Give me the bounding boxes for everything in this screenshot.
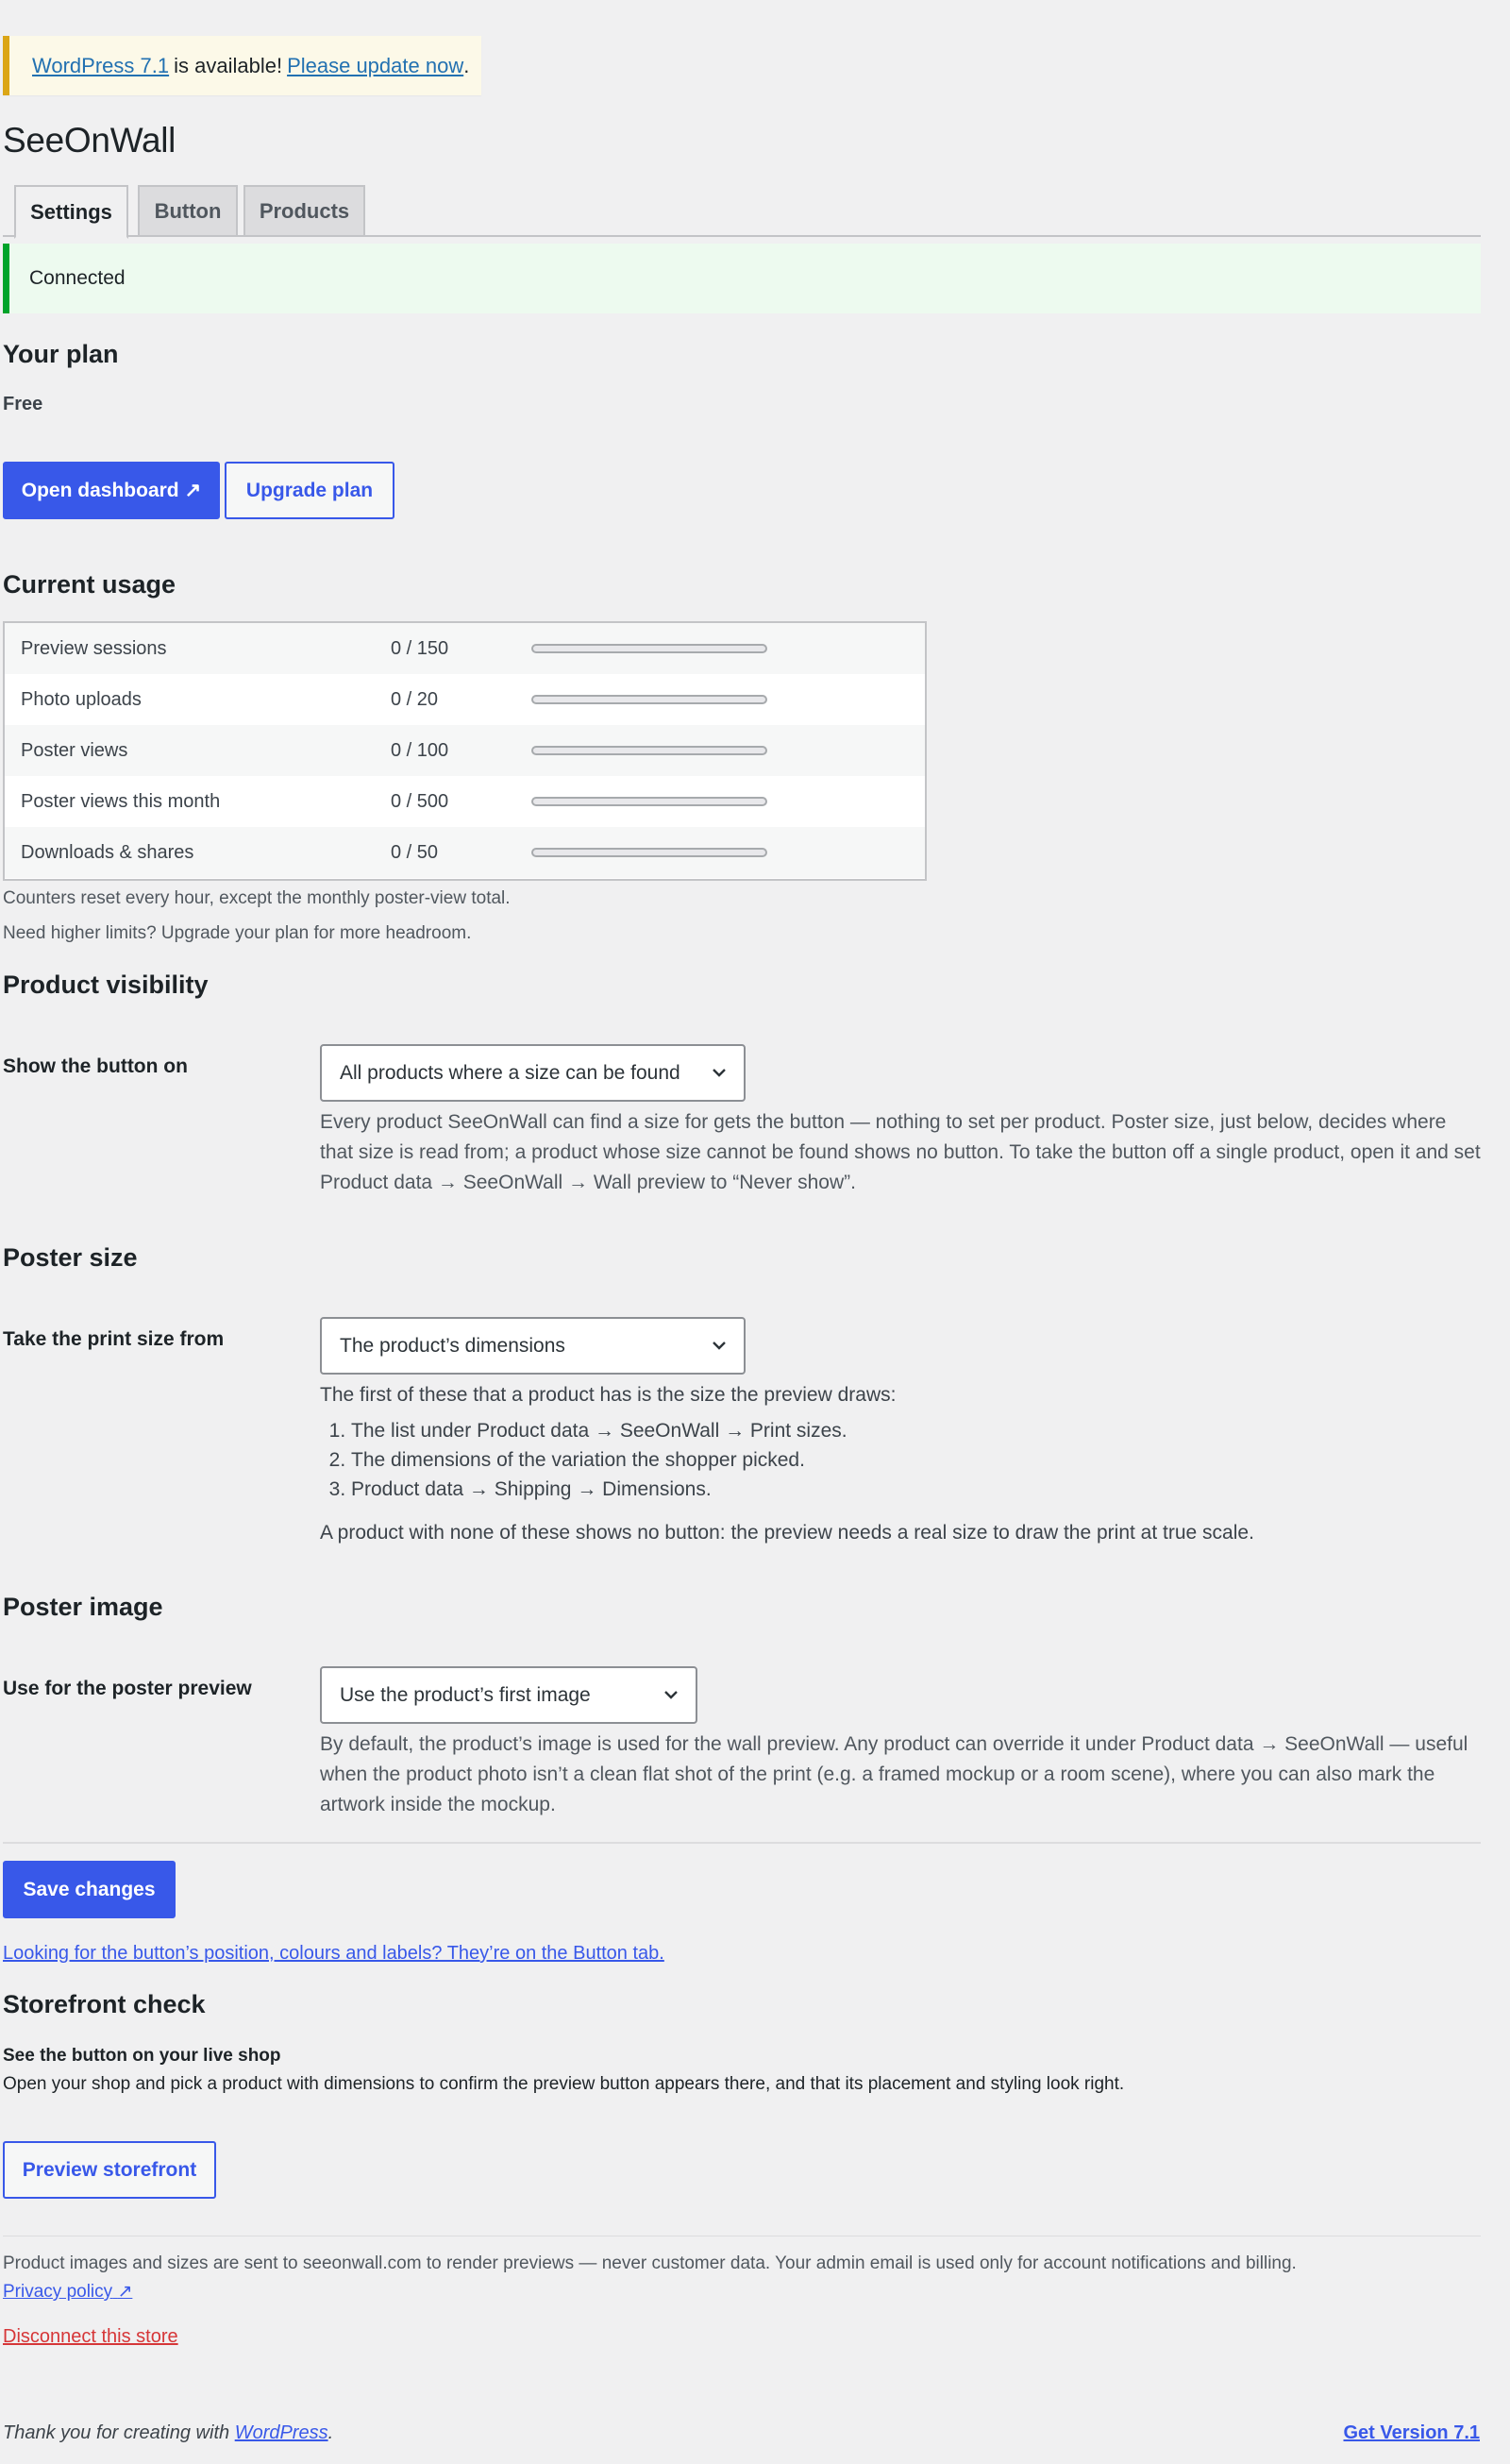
chevron-down-icon: [710, 1336, 729, 1355]
footer-thanks-text: Thank you for creating with: [3, 2422, 230, 2443]
disconnect-store-link[interactable]: Disconnect this store: [3, 2326, 178, 2347]
show-button-on-label: Show the button on: [3, 1055, 188, 1077]
print-size-source-select[interactable]: [320, 1317, 746, 1375]
usage-row: [5, 623, 925, 674]
usage-label: Downloads & shares: [21, 841, 194, 863]
poster-size-outro: A product with none of these shows no button: the preview needs a real size to draw the print at true scale.: [320, 1522, 1254, 1544]
storefront-heading: Storefront check: [3, 1990, 206, 2018]
usage-row: [5, 827, 925, 878]
connection-status-text: Connected: [29, 267, 126, 289]
show-button-on-select[interactable]: [320, 1044, 746, 1102]
usage-count: 0 / 20: [391, 688, 439, 710]
storefront-description: Open your shop and pick a product with dimensions to confirm the preview button appears there, and that its placement and styling look right.: [3, 2074, 1125, 2094]
privacy-note-text: Product images and sizes are sent to seeonwall.com to render previews — never customer data. Your admin email is used only for account notifications and billing.: [3, 2253, 1297, 2273]
get-version-link[interactable]: Get Version 7.1: [1343, 2422, 1480, 2443]
poster-image-value: Use the product’s first image: [340, 1683, 591, 1706]
print-size-source-label: Take the print size from: [3, 1328, 225, 1350]
wordpress-link[interactable]: WordPress: [234, 2422, 328, 2443]
usage-count: 0 / 500: [391, 790, 449, 812]
usage-reset-note: Counters reset every hour, except the monthly poster-view total.: [3, 888, 511, 908]
footer-thanks-period: .: [327, 2422, 334, 2443]
usage-progress-bar: [531, 746, 767, 755]
update-notice-period: .: [463, 53, 470, 77]
tab-bar: [3, 185, 1481, 237]
usage-progress-bar: [531, 797, 767, 806]
list-item: 2. The dimensions of the variation the shopper picked.: [351, 1445, 847, 1475]
usage-label: Photo uploads: [21, 688, 142, 710]
update-notice: [3, 36, 481, 95]
tab-button[interactable]: Button: [138, 185, 238, 237]
preview-storefront-button[interactable]: Preview storefront: [3, 2141, 216, 2199]
poster-image-heading: Poster image: [3, 1593, 163, 1621]
external-arrow-icon: ↗: [184, 480, 202, 501]
divider: [3, 1842, 1481, 1844]
list-item: 1. The list under Product data → SeeOnWall → Print sizes.: [351, 1416, 847, 1445]
button-tab-link[interactable]: Looking for the button’s position, colours and labels? They’re on the Button tab.: [3, 1943, 664, 1964]
show-button-on-value: All products where a size can be found: [340, 1061, 680, 1084]
size-priority-list: [320, 1416, 847, 1504]
usage-upgrade-note: Need higher limits? Upgrade your plan for more headroom.: [3, 923, 472, 943]
storefront-subheading: See the button on your live shop: [3, 2046, 281, 2066]
usage-count: 0 / 100: [391, 739, 449, 761]
chevron-down-icon: [662, 1685, 680, 1704]
privacy-policy-link[interactable]: [3, 2282, 132, 2302]
update-notice-text: is available!: [174, 53, 283, 77]
update-now-link[interactable]: Please update now: [287, 53, 464, 77]
usage-row: [5, 776, 925, 827]
print-size-source-value: The product’s dimensions: [340, 1334, 565, 1357]
privacy-note: [3, 2250, 1297, 2306]
poster-image-select[interactable]: [320, 1666, 697, 1724]
poster-size-heading: Poster size: [3, 1243, 138, 1272]
visibility-description: Every product SeeOnWall can find a size for gets the button — nothing to set per product. Poster size, just below, decides where that size is read from; a product whose size cannot be found shows no button. To take the button off a single product, open it and set Product data → SeeOnWall → Wall preview to “Never show”.: [320, 1111, 1481, 1193]
save-changes-button[interactable]: Save changes: [3, 1861, 176, 1918]
plan-name: Free: [3, 394, 43, 414]
usage-table: [3, 621, 927, 881]
poster-size-intro: The first of these that a product has is the size the preview draws:: [320, 1384, 897, 1406]
open-dashboard-label: Open dashboard: [21, 479, 179, 501]
page-title: SeeOnWall: [3, 121, 176, 160]
usage-heading: Current usage: [3, 570, 176, 599]
poster-image-description: By default, the product’s image is used for the wall preview. Any product can override it under Product data → SeeOnWall — useful when the product photo isn’t a clean flat shot of the print (e.g. a framed mockup or a room scene), where you can also mark the artwork inside the mockup.: [320, 1733, 1468, 1815]
open-dashboard-button[interactable]: [3, 462, 220, 519]
usage-count: 0 / 150: [391, 637, 449, 659]
tab-products[interactable]: Products: [243, 185, 365, 237]
usage-progress-bar: [531, 644, 767, 653]
privacy-policy-label: Privacy policy: [3, 2282, 113, 2302]
list-item: 3. Product data → Shipping → Dimensions.: [351, 1475, 847, 1504]
footer-thanks: [3, 2422, 333, 2444]
connection-status-notice: [3, 244, 1481, 313]
usage-count: 0 / 50: [391, 841, 439, 863]
wordpress-version-link[interactable]: WordPress 7.1: [32, 53, 170, 77]
usage-label: Poster views: [21, 739, 128, 761]
external-arrow-icon: ↗: [117, 2282, 133, 2302]
usage-label: Poster views this month: [21, 790, 221, 812]
usage-row: [5, 674, 925, 725]
usage-progress-bar: [531, 695, 767, 704]
tab-settings[interactable]: Settings: [14, 185, 128, 239]
plan-heading: Your plan: [3, 340, 119, 368]
usage-label: Preview sessions: [21, 637, 167, 659]
visibility-heading: Product visibility: [3, 970, 209, 999]
usage-progress-bar: [531, 848, 767, 857]
chevron-down-icon: [710, 1063, 729, 1082]
upgrade-plan-button[interactable]: Upgrade plan: [225, 462, 394, 519]
poster-image-label: Use for the poster preview: [3, 1678, 252, 1699]
usage-row: [5, 725, 925, 776]
